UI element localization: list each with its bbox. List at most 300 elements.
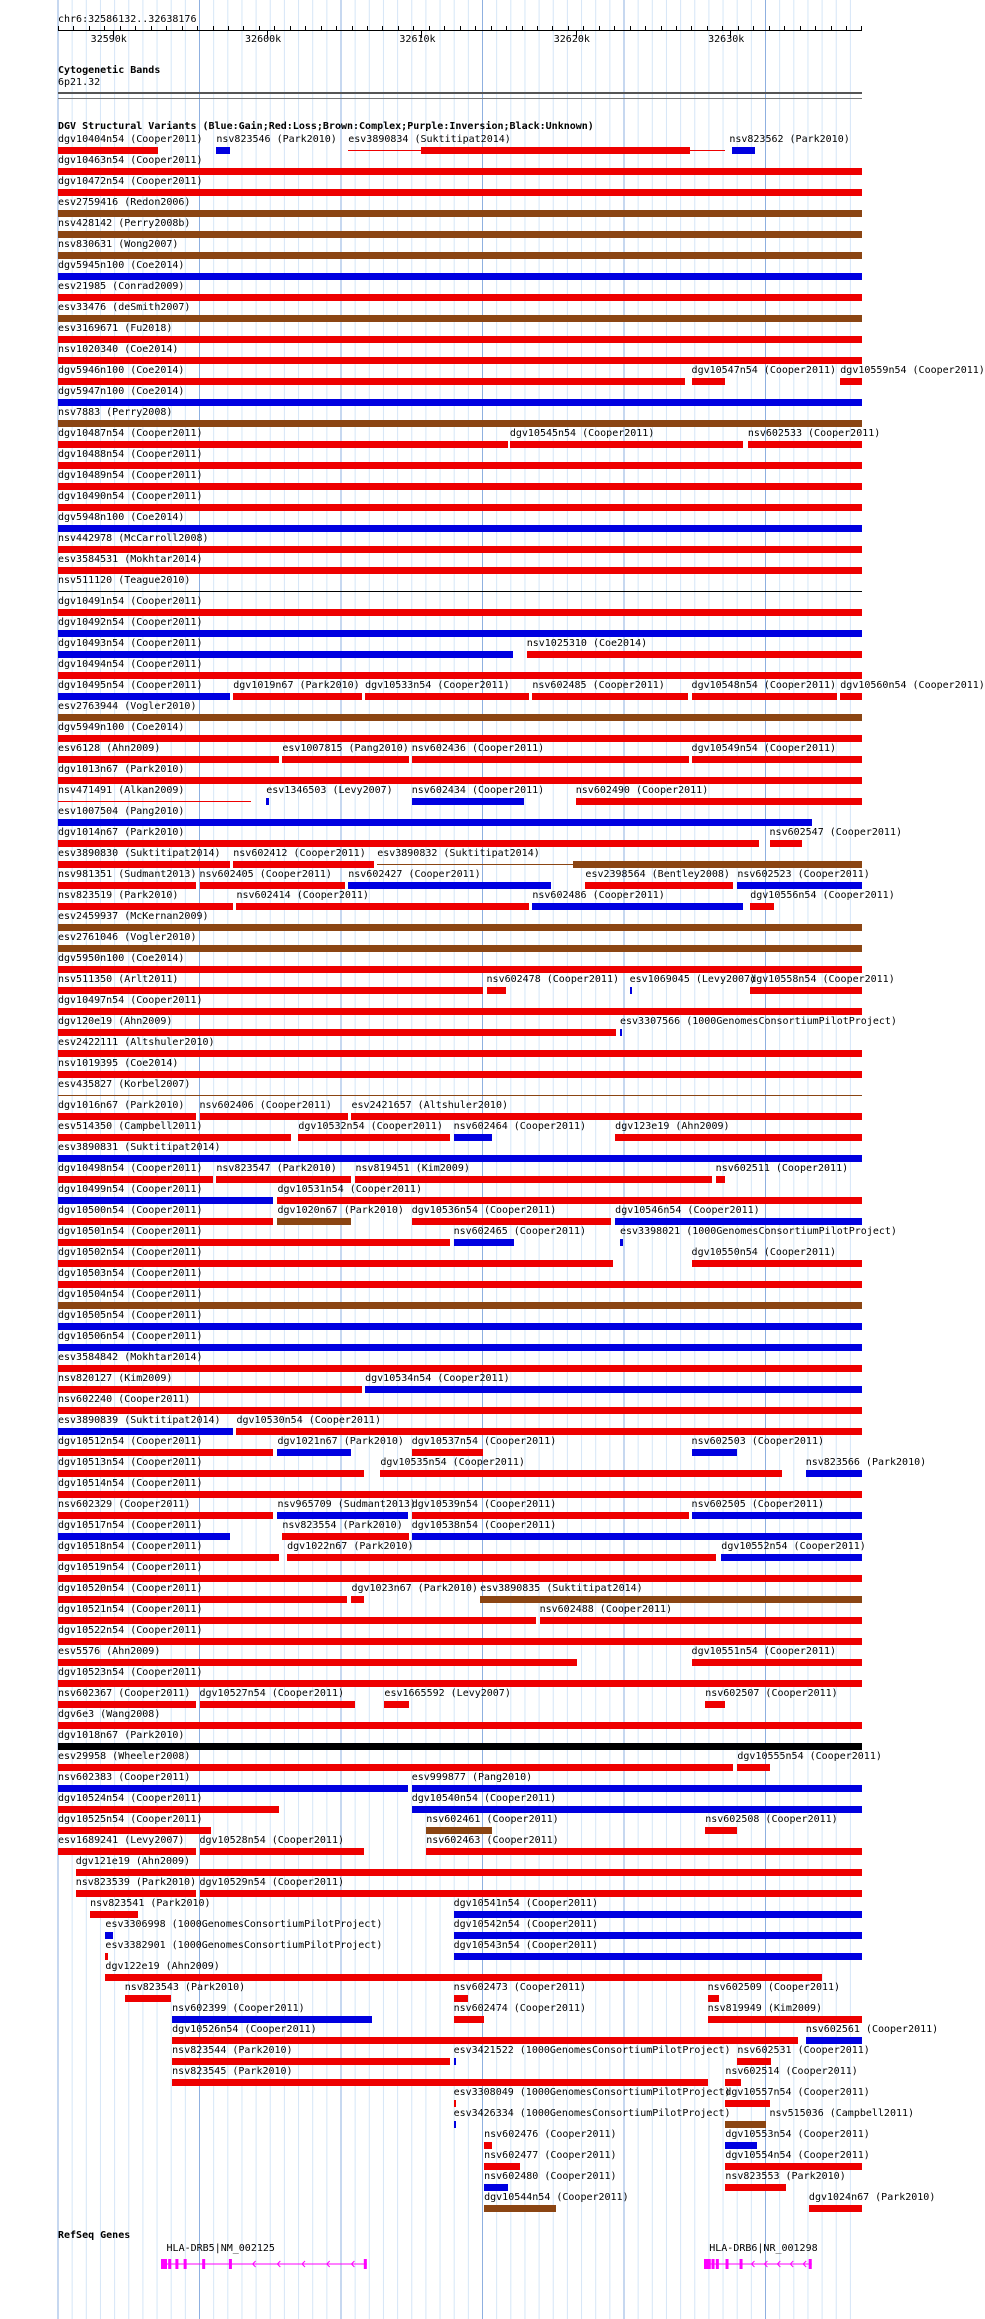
variant-bar[interactable] <box>58 315 862 322</box>
variant-label[interactable]: nsv471491 (Alkan2009) <box>58 785 185 796</box>
variant-label[interactable]: nsv7883 (Perry2008) <box>58 407 173 418</box>
variant-bar[interactable] <box>692 756 862 763</box>
variant-bar[interactable] <box>705 1827 737 1834</box>
variant-bar[interactable] <box>585 882 733 889</box>
variant-bar[interactable] <box>58 273 862 280</box>
variant-bar[interactable] <box>200 1113 349 1120</box>
variant-label[interactable]: nsv602490 (Cooper2011) <box>575 785 709 796</box>
variant-label[interactable]: dgv10501n54 (Cooper2011) <box>58 1226 203 1237</box>
variant-label[interactable]: dgv10528n54 (Cooper2011) <box>199 1835 344 1846</box>
variant-bar[interactable] <box>484 2163 520 2170</box>
variant-bar[interactable] <box>412 1449 484 1456</box>
variant-bar[interactable] <box>58 1239 450 1246</box>
variant-bar[interactable] <box>58 714 862 721</box>
variant-bar[interactable] <box>377 864 572 865</box>
variant-label[interactable]: nsv602434 (Cooper2011) <box>411 785 545 796</box>
variant-label[interactable]: nsv602473 (Cooper2011) <box>453 1982 587 1993</box>
variant-bar[interactable] <box>172 2079 707 2086</box>
variant-bar[interactable] <box>58 1407 862 1414</box>
variant-label[interactable]: esv3169671 (Fu2018) <box>58 323 173 334</box>
variant-label[interactable]: dgv10487n54 (Cooper2011) <box>58 428 203 439</box>
variant-label[interactable]: dgv10529n54 (Cooper2011) <box>199 1877 344 1888</box>
variant-bar[interactable] <box>412 1785 862 1792</box>
variant-bar[interactable] <box>58 1113 196 1120</box>
variant-bar[interactable] <box>282 756 408 763</box>
variant-bar[interactable] <box>58 1449 273 1456</box>
variant-bar[interactable] <box>527 651 862 658</box>
variant-label[interactable]: nsv602509 (Cooper2011) <box>707 1982 841 1993</box>
variant-bar[interactable] <box>58 630 862 637</box>
variant-label[interactable]: dgv6e3 (Wang2008) <box>58 1709 161 1720</box>
variant-bar[interactable] <box>58 861 230 868</box>
variant-bar[interactable] <box>216 147 230 154</box>
variant-label[interactable]: dgv1013n67 (Park2010) <box>58 764 185 775</box>
variant-label[interactable]: dgv10503n54 (Cooper2011) <box>58 1268 203 1279</box>
variant-bar[interactable] <box>748 441 862 448</box>
variant-bar[interactable] <box>58 693 230 700</box>
variant-label[interactable]: nsv602414 (Cooper2011) <box>236 890 369 901</box>
variant-label[interactable]: dgv5947n100 (Coe2014) <box>58 386 185 397</box>
variant-label[interactable]: nsv602531 (Cooper2011) <box>737 2045 870 2056</box>
variant-label[interactable]: dgv10559n54 (Cooper2011) <box>840 365 985 376</box>
variant-bar[interactable] <box>620 1239 623 1246</box>
variant-label[interactable]: dgv10551n54 (Cooper2011) <box>691 1646 837 1657</box>
variant-label[interactable]: dgv10558n54 (Cooper2011) <box>750 974 895 985</box>
variant-bar[interactable] <box>692 1449 738 1456</box>
variant-bar[interactable] <box>58 1722 862 1729</box>
variant-label[interactable]: nsv830631 (Wong2007) <box>58 239 179 250</box>
gene-model[interactable] <box>159 2256 369 2272</box>
variant-label[interactable]: esv6128 (Ahn2009) <box>58 743 161 754</box>
variant-bar[interactable] <box>348 882 551 889</box>
variant-label[interactable]: dgv10530n54 (Cooper2011) <box>236 1415 381 1426</box>
variant-bar[interactable] <box>365 693 529 700</box>
variant-label[interactable]: nsv819949 (Kim2009) <box>707 2003 823 2014</box>
variant-label[interactable]: nsv511120 (Teague2010) <box>58 575 191 586</box>
variant-label[interactable]: dgv10533n54 (Cooper2011) <box>365 680 510 691</box>
variant-bar[interactable] <box>737 2058 771 2065</box>
variant-bar[interactable] <box>58 882 196 889</box>
variant-bar[interactable] <box>58 591 862 592</box>
variant-label[interactable]: esv3421522 (1000GenomesConsortiumPilotProject) <box>453 2045 731 2056</box>
variant-label[interactable]: nsv823544 (Park2010) <box>172 2045 293 2056</box>
variant-bar[interactable] <box>412 1806 862 1813</box>
variant-bar[interactable] <box>58 1050 862 1057</box>
variant-label[interactable]: nsv1025310 (Coe2014) <box>526 638 648 649</box>
variant-label[interactable]: dgv10552n54 (Cooper2011) <box>721 1541 866 1552</box>
variant-label[interactable]: dgv10499n54 (Cooper2011) <box>58 1184 203 1195</box>
variant-label[interactable]: dgv10531n54 (Cooper2011) <box>277 1184 422 1195</box>
variant-label[interactable]: dgv10555n54 (Cooper2011) <box>737 1751 882 1762</box>
variant-label[interactable]: nsv515036 (Campbell2011) <box>769 2108 915 2119</box>
variant-bar[interactable] <box>58 1575 862 1582</box>
variant-bar[interactable] <box>58 1029 616 1036</box>
variant-label[interactable]: esv2763944 (Vogler2010) <box>58 701 197 712</box>
variant-bar[interactable] <box>58 1491 862 1498</box>
variant-label[interactable]: nsv602240 (Cooper2011) <box>58 1394 191 1405</box>
variant-bar[interactable] <box>412 1512 689 1519</box>
variant-bar[interactable] <box>58 1281 862 1288</box>
variant-label[interactable]: nsv602503 (Cooper2011) <box>691 1436 824 1447</box>
variant-bar[interactable] <box>287 1554 716 1561</box>
variant-label[interactable]: dgv10553n54 (Cooper2011) <box>725 2129 870 2140</box>
variant-label[interactable]: nsv1019395 (Coe2014) <box>58 1058 179 1069</box>
variant-bar[interactable] <box>412 1218 611 1225</box>
variant-bar[interactable] <box>732 147 755 154</box>
variant-bar[interactable] <box>58 1512 273 1519</box>
variant-label[interactable]: esv3890835 (Suktitipat2014) <box>480 1583 643 1594</box>
variant-bar[interactable] <box>721 1554 862 1561</box>
variant-bar[interactable] <box>58 1764 733 1771</box>
variant-label[interactable]: nsv602547 (Cooper2011) <box>769 827 902 838</box>
variant-label[interactable]: dgv1020n67 (Park2010) <box>277 1205 404 1216</box>
variant-label[interactable]: nsv820127 (Kim2009) <box>58 1373 173 1384</box>
variant-bar[interactable] <box>236 1428 862 1435</box>
variant-label[interactable]: nsv823562 (Park2010) <box>729 134 850 145</box>
variant-label[interactable]: dgv5949n100 (Coe2014) <box>58 722 185 733</box>
variant-bar[interactable] <box>236 903 529 910</box>
variant-label[interactable]: dgv10521n54 (Cooper2011) <box>58 1604 203 1615</box>
variant-bar[interactable] <box>809 2205 862 2212</box>
variant-label[interactable]: nsv602367 (Cooper2011) <box>58 1688 191 1699</box>
variant-label[interactable]: dgv10519n54 (Cooper2011) <box>58 1562 203 1573</box>
variant-bar[interactable] <box>725 2121 765 2128</box>
variant-label[interactable]: nsv602488 (Cooper2011) <box>539 1604 673 1615</box>
variant-bar[interactable] <box>58 294 862 301</box>
variant-bar[interactable] <box>58 1095 862 1096</box>
variant-bar[interactable] <box>282 1533 408 1540</box>
variant-label[interactable]: dgv10557n54 (Cooper2011) <box>725 2087 870 2098</box>
variant-label[interactable]: dgv10518n54 (Cooper2011) <box>58 1541 203 1552</box>
variant-bar[interactable] <box>355 1176 711 1183</box>
variant-label[interactable]: nsv602463 (Cooper2011) <box>426 1835 559 1846</box>
variant-bar[interactable] <box>484 2142 492 2149</box>
variant-bar[interactable] <box>105 1974 821 1981</box>
variant-bar[interactable] <box>58 546 862 553</box>
variant-label[interactable]: nsv428142 (Perry2008b) <box>58 218 191 229</box>
variant-bar[interactable] <box>750 987 862 994</box>
variant-bar[interactable] <box>351 1113 862 1120</box>
variant-bar[interactable] <box>58 756 279 763</box>
variant-bar[interactable] <box>840 693 862 700</box>
variant-label[interactable]: dgv1021n67 (Park2010) <box>277 1436 404 1447</box>
variant-label[interactable]: dgv10548n54 (Cooper2011) <box>691 680 837 691</box>
variant-label[interactable]: dgv10489n54 (Cooper2011) <box>58 470 203 481</box>
variant-label[interactable]: esv1007815 (Pang2010) <box>282 743 409 754</box>
variant-label[interactable]: nsv602561 (Cooper2011) <box>805 2024 939 2035</box>
variant-label[interactable]: dgv122e19 (Ahn2009) <box>105 1961 220 1972</box>
variant-label[interactable]: nsv602477 (Cooper2011) <box>484 2150 617 2161</box>
variant-label[interactable]: nsv602508 (Cooper2011) <box>705 1814 838 1825</box>
gene-model[interactable] <box>702 2256 814 2272</box>
variant-bar[interactable] <box>454 2121 456 2128</box>
variant-label[interactable]: dgv10526n54 (Cooper2011) <box>172 2024 317 2035</box>
variant-bar[interactable] <box>576 798 862 805</box>
variant-label[interactable]: esv5576 (Ahn2009) <box>58 1646 161 1657</box>
variant-bar[interactable] <box>840 378 862 385</box>
variant-label[interactable]: dgv10512n54 (Cooper2011) <box>58 1436 203 1447</box>
variant-label[interactable]: dgv10513n54 (Cooper2011) <box>58 1457 203 1468</box>
variant-label[interactable]: dgv1019n67 (Park2010) <box>233 680 360 691</box>
variant-label[interactable]: dgv10502n54 (Cooper2011) <box>58 1247 203 1258</box>
variant-label[interactable]: nsv823546 (Park2010) <box>216 134 337 145</box>
variant-bar[interactable] <box>692 1260 862 1267</box>
variant-bar[interactable] <box>725 2163 862 2170</box>
variant-label[interactable]: dgv10535n54 (Cooper2011) <box>380 1457 525 1468</box>
variant-bar[interactable] <box>58 672 862 679</box>
variant-label[interactable]: nsv511350 (Arlt2011) <box>58 974 179 985</box>
variant-bar[interactable] <box>58 1344 862 1351</box>
variant-label[interactable]: nsv602465 (Cooper2011) <box>453 1226 587 1237</box>
variant-label[interactable]: dgv121e19 (Ahn2009) <box>75 1856 191 1867</box>
variant-label[interactable]: nsv602505 (Cooper2011) <box>691 1499 824 1510</box>
variant-label[interactable]: dgv10514n54 (Cooper2011) <box>58 1478 203 1489</box>
variant-label[interactable]: dgv10500n54 (Cooper2011) <box>58 1205 203 1216</box>
variant-label[interactable]: esv1689241 (Levy2007) <box>58 1835 185 1846</box>
variant-label[interactable]: nsv602461 (Cooper2011) <box>426 1814 559 1825</box>
variant-label[interactable]: esv3890832 (Suktitipat2014) <box>377 848 540 859</box>
variant-label[interactable]: esv2459937 (McKernan2009) <box>58 911 209 922</box>
variant-label[interactable]: dgv10491n54 (Cooper2011) <box>58 596 203 607</box>
variant-label[interactable]: dgv10472n54 (Cooper2011) <box>58 176 203 187</box>
variant-label[interactable]: nsv602507 (Cooper2011) <box>705 1688 838 1699</box>
variant-bar[interactable] <box>454 1911 862 1918</box>
variant-label[interactable]: esv3890834 (Suktitipat2014) <box>348 134 511 145</box>
variant-bar[interactable] <box>58 252 862 259</box>
variant-label[interactable]: dgv10492n54 (Cooper2011) <box>58 617 203 628</box>
variant-label[interactable]: nsv602523 (Cooper2011) <box>737 869 870 880</box>
variant-bar[interactable] <box>58 609 862 616</box>
variant-label[interactable]: dgv10524n54 (Cooper2011) <box>58 1793 203 1804</box>
variant-bar[interactable] <box>58 1386 362 1393</box>
variant-bar[interactable] <box>58 1197 273 1204</box>
variant-bar[interactable] <box>58 777 862 784</box>
variant-bar[interactable] <box>737 882 862 889</box>
variant-bar[interactable] <box>58 801 251 802</box>
variant-bar[interactable] <box>200 1701 356 1708</box>
variant-label[interactable]: dgv10547n54 (Cooper2011) <box>691 365 837 376</box>
variant-bar[interactable] <box>351 1596 363 1603</box>
variant-label[interactable]: dgv10520n54 (Cooper2011) <box>58 1583 203 1594</box>
variant-label[interactable]: nsv602476 (Cooper2011) <box>484 2129 617 2140</box>
variant-label[interactable]: esv3584842 (Mokhtar2014) <box>58 1352 203 1363</box>
variant-label[interactable]: esv3426334 (1000GenomesConsortiumPilotProject) <box>453 2108 731 2119</box>
variant-label[interactable]: nsv602427 (Cooper2011) <box>348 869 481 880</box>
variant-bar[interactable] <box>58 840 759 847</box>
variant-label[interactable]: esv29958 (Wheeler2008) <box>58 1751 191 1762</box>
variant-bar[interactable] <box>105 1953 107 1960</box>
variant-label[interactable]: dgv10404n54 (Cooper2011) <box>58 134 203 145</box>
variant-bar[interactable] <box>692 1659 862 1666</box>
variant-label[interactable]: dgv10549n54 (Cooper2011) <box>691 743 837 754</box>
variant-bar[interactable] <box>58 651 513 658</box>
variant-bar[interactable] <box>266 798 268 805</box>
variant-bar[interactable] <box>487 987 506 994</box>
variant-bar[interactable] <box>233 693 362 700</box>
variant-label[interactable]: nsv823547 (Park2010) <box>216 1163 337 1174</box>
variant-label[interactable]: dgv10497n54 (Cooper2011) <box>58 995 203 1006</box>
variant-bar[interactable] <box>58 525 862 532</box>
variant-label[interactable]: nsv602329 (Cooper2011) <box>58 1499 191 1510</box>
variant-bar[interactable] <box>620 1029 622 1036</box>
variant-label[interactable]: esv33476 (deSmith2007) <box>58 302 191 313</box>
variant-label[interactable]: esv3890839 (Suktitipat2014) <box>58 1415 221 1426</box>
variant-label[interactable]: dgv10560n54 (Cooper2011) <box>840 680 985 691</box>
variant-bar[interactable] <box>412 1533 862 1540</box>
variant-bar[interactable] <box>58 1533 230 1540</box>
variant-label[interactable]: nsv823545 (Park2010) <box>172 2066 293 2077</box>
variant-label[interactable]: esv3307566 (1000GenomesConsortiumPilotProject) <box>619 1016 897 1027</box>
variant-label[interactable]: dgv10556n54 (Cooper2011) <box>750 890 895 901</box>
variant-bar[interactable] <box>484 2184 508 2191</box>
variant-bar[interactable] <box>298 1134 450 1141</box>
variant-label[interactable]: dgv10536n54 (Cooper2011) <box>411 1205 557 1216</box>
variant-label[interactable]: dgv5945n100 (Coe2014) <box>58 260 185 271</box>
variant-bar[interactable] <box>58 1554 279 1561</box>
variant-label[interactable]: nsv602485 (Cooper2011) <box>532 680 665 691</box>
variant-label[interactable]: dgv10505n54 (Cooper2011) <box>58 1310 203 1321</box>
variant-label[interactable]: nsv602533 (Cooper2011) <box>747 428 881 439</box>
variant-bar[interactable] <box>58 1470 364 1477</box>
variant-bar[interactable] <box>58 1617 536 1624</box>
variant-label[interactable]: dgv1024n67 (Park2010) <box>808 2192 936 2203</box>
variant-bar[interactable] <box>200 882 346 889</box>
variant-label[interactable]: dgv1018n67 (Park2010) <box>58 1730 185 1741</box>
variant-label[interactable]: dgv10543n54 (Cooper2011) <box>453 1940 599 1951</box>
variant-bar[interactable] <box>58 966 862 973</box>
variant-bar[interactable] <box>58 504 862 511</box>
variant-bar[interactable] <box>540 1617 862 1624</box>
variant-bar[interactable] <box>58 1680 862 1687</box>
variant-bar[interactable] <box>454 2100 456 2107</box>
variant-label[interactable]: dgv5946n100 (Coe2014) <box>58 365 185 376</box>
variant-bar[interactable] <box>58 462 862 469</box>
variant-bar[interactable] <box>58 819 812 826</box>
variant-bar[interactable] <box>365 1386 862 1393</box>
variant-label[interactable]: nsv602511 (Cooper2011) <box>715 1163 849 1174</box>
variant-bar[interactable] <box>105 1932 112 1939</box>
variant-label[interactable]: dgv10504n54 (Cooper2011) <box>58 1289 203 1300</box>
variant-bar[interactable] <box>277 1218 351 1225</box>
variant-bar[interactable] <box>708 2016 862 2023</box>
variant-bar[interactable] <box>454 1953 862 1960</box>
variant-label[interactable]: esv3306998 (1000GenomesConsortiumPilotProject) <box>105 1919 383 1930</box>
variant-label[interactable]: nsv602474 (Cooper2011) <box>453 2003 587 2014</box>
variant-bar[interactable] <box>692 693 838 700</box>
variant-bar[interactable] <box>58 1071 862 1078</box>
variant-label[interactable]: nsv602383 (Cooper2011) <box>58 1772 191 1783</box>
variant-bar[interactable] <box>692 1512 862 1519</box>
variant-label[interactable]: nsv602464 (Cooper2011) <box>453 1121 587 1132</box>
variant-bar[interactable] <box>58 924 862 931</box>
variant-label[interactable]: esv3890831 (Suktitipat2014) <box>58 1142 221 1153</box>
variant-bar[interactable] <box>172 2058 450 2065</box>
variant-label[interactable]: nsv602406 (Cooper2011) <box>199 1100 332 1111</box>
variant-label[interactable]: nsv1020340 (Coe2014) <box>58 344 179 355</box>
variant-label[interactable]: nsv602478 (Cooper2011) <box>486 974 619 985</box>
variant-label[interactable]: esv1069045 (Levy2007) <box>629 974 757 985</box>
variant-bar[interactable] <box>532 693 688 700</box>
variant-label[interactable]: nsv442978 (McCarroll2008) <box>58 533 209 544</box>
variant-label[interactable]: dgv10495n54 (Cooper2011) <box>58 680 203 691</box>
variant-bar[interactable] <box>58 1785 408 1792</box>
variant-bar[interactable] <box>58 420 862 427</box>
variant-bar[interactable] <box>58 189 862 196</box>
variant-label[interactable]: esv514350 (Campbell2011) <box>58 1121 203 1132</box>
variant-bar[interactable] <box>58 336 862 343</box>
variant-bar[interactable] <box>216 1176 351 1183</box>
variant-label[interactable]: nsv602399 (Cooper2011) <box>172 2003 305 2014</box>
variant-bar[interactable] <box>725 2079 741 2086</box>
variant-bar[interactable] <box>58 1848 196 1855</box>
variant-bar[interactable] <box>573 861 862 868</box>
variant-label[interactable]: dgv10540n54 (Cooper2011) <box>411 1793 557 1804</box>
variant-bar[interactable] <box>200 1848 364 1855</box>
variant-label[interactable]: nsv965709 (Sudmant2013) <box>277 1499 416 1510</box>
variant-bar[interactable] <box>737 1764 769 1771</box>
variant-bar[interactable] <box>454 2058 456 2065</box>
variant-label[interactable]: nsv823541 (Park2010) <box>90 1898 211 1909</box>
variant-label[interactable]: nsv823554 (Park2010) <box>282 1520 403 1531</box>
variant-bar[interactable] <box>454 1995 468 2002</box>
variant-label[interactable]: nsv819451 (Kim2009) <box>355 1163 470 1174</box>
variant-label[interactable]: nsv602412 (Cooper2011) <box>233 848 366 859</box>
variant-label[interactable]: dgv10541n54 (Cooper2011) <box>453 1898 599 1909</box>
variant-label[interactable]: dgv10523n54 (Cooper2011) <box>58 1667 203 1678</box>
variant-label[interactable]: dgv123e19 (Ahn2009) <box>615 1121 730 1132</box>
variant-bar[interactable] <box>58 168 862 175</box>
variant-label[interactable]: dgv10494n54 (Cooper2011) <box>58 659 203 670</box>
gene-label[interactable]: HLA-DRB5|NM_002125 <box>166 2243 275 2254</box>
variant-bar[interactable] <box>172 2037 798 2044</box>
variant-bar[interactable] <box>692 378 725 385</box>
variant-bar[interactable] <box>76 1890 197 1897</box>
variant-bar[interactable] <box>454 2016 485 2023</box>
variant-label[interactable]: esv2759416 (Redon2006) <box>58 197 191 208</box>
variant-bar[interactable] <box>426 1848 862 1855</box>
variant-label[interactable]: nsv823543 (Park2010) <box>124 1982 246 1993</box>
variant-label[interactable]: dgv10550n54 (Cooper2011) <box>691 1247 837 1258</box>
variant-label[interactable]: esv21985 (Conrad2009) <box>58 281 185 292</box>
variant-label[interactable]: dgv10542n54 (Cooper2011) <box>453 1919 599 1930</box>
variant-label[interactable]: esv3584531 (Mokhtar2014) <box>58 554 203 565</box>
variant-label[interactable]: esv2422111 (Altshuler2010) <box>58 1037 215 1048</box>
variant-bar[interactable] <box>58 1134 291 1141</box>
variant-label[interactable]: esv435827 (Korbel2007) <box>58 1079 191 1090</box>
variant-bar[interactable] <box>58 1827 211 1834</box>
variant-bar[interactable] <box>58 1596 347 1603</box>
variant-bar[interactable] <box>90 1911 138 1918</box>
variant-label[interactable]: dgv1016n67 (Park2010) <box>58 1100 185 1111</box>
variant-label[interactable]: nsv602436 (Cooper2011) <box>411 743 545 754</box>
variant-bar[interactable] <box>58 1176 213 1183</box>
variant-bar[interactable] <box>58 1008 862 1015</box>
variant-bar[interactable] <box>58 231 862 238</box>
variant-bar[interactable] <box>58 987 483 994</box>
variant-label[interactable]: nsv602405 (Cooper2011) <box>199 869 332 880</box>
variant-label[interactable]: dgv10506n54 (Cooper2011) <box>58 1331 203 1342</box>
variant-bar[interactable] <box>58 1365 862 1372</box>
variant-bar[interactable] <box>708 1995 719 2002</box>
variant-label[interactable]: nsv981351 (Sudmant2013) <box>58 869 197 880</box>
variant-bar[interactable] <box>412 798 525 805</box>
variant-label[interactable]: nsv602486 (Cooper2011) <box>532 890 665 901</box>
variant-label[interactable]: dgv10554n54 (Cooper2011) <box>725 2150 870 2161</box>
variant-bar[interactable] <box>58 1701 196 1708</box>
variant-bar[interactable] <box>58 1302 862 1309</box>
variant-label[interactable]: dgv10545n54 (Cooper2011) <box>509 428 655 439</box>
variant-bar[interactable] <box>806 1470 862 1477</box>
